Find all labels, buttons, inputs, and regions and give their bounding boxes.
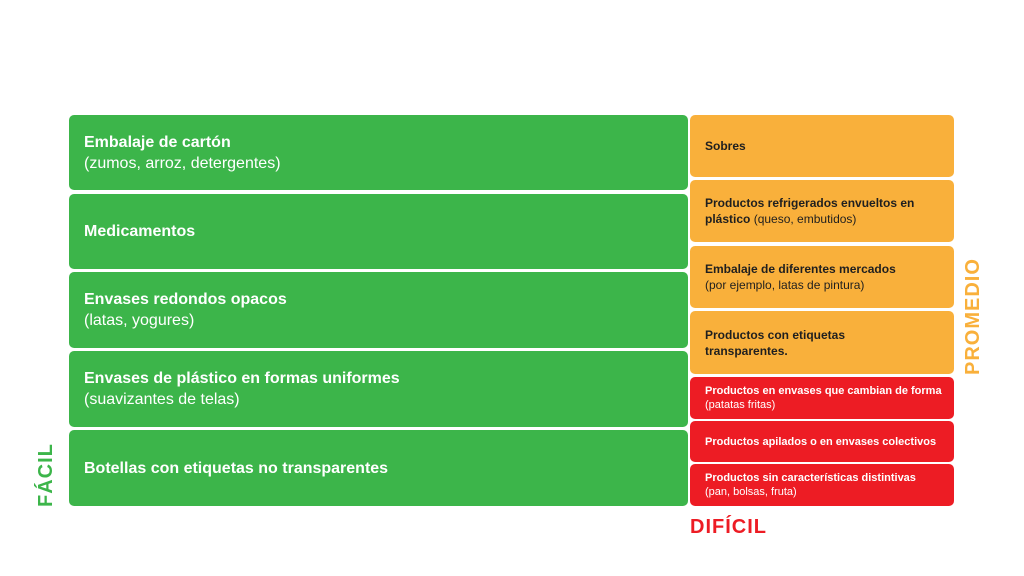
easy-item-bottles <box>69 430 688 506</box>
average-item-markets <box>690 246 954 308</box>
easy-item-round-containers <box>69 272 688 348</box>
hard-item-rest: (pan, bolsas, fruta) <box>705 486 797 498</box>
average-item-rest: (queso, embutidos) <box>750 212 857 226</box>
easy-item-title: Envases redondos opacos <box>84 291 287 308</box>
average-item-text <box>705 195 944 227</box>
easy-item-cardboard <box>69 115 688 190</box>
hard-item-text <box>705 384 944 412</box>
average-item-bold: Sobres <box>705 139 746 153</box>
hard-item-stacked <box>690 421 954 462</box>
hard-item-bold: Productos en envases que cambian de forma <box>705 385 942 397</box>
easy-item-title: Medicamentos <box>84 223 196 240</box>
easy-item-plastic-containers <box>69 351 688 427</box>
easy-item-medicines <box>69 194 688 269</box>
easy-item-title: Embalaje de cartón <box>84 133 231 151</box>
easy-item-title: Envases de plástico en formas uniformes <box>84 370 400 387</box>
easy-item-subtitle: (zumos, arroz, detergentes) <box>84 154 281 172</box>
average-item-text <box>705 138 746 154</box>
easy-label: FÁCIL <box>35 443 57 507</box>
average-item-refrigerated <box>690 180 954 242</box>
average-item-text <box>705 261 896 293</box>
average-item-bold: Productos con etiquetas transparentes. <box>705 327 846 358</box>
average-item-rest: (por ejemplo, latas de pintura) <box>705 278 865 292</box>
average-item-text <box>705 327 944 359</box>
easy-item-subtitle: (latas, yogures) <box>84 312 195 329</box>
easy-item-title: Botellas con etiquetas no transparentes <box>84 459 389 477</box>
average-item-bold: Embalaje de diferentes mercados <box>705 262 896 276</box>
hard-item-rest: (patatas fritas) <box>705 399 776 411</box>
hard-item-text <box>705 471 916 499</box>
hard-item-bold: Productos sin características distintivas <box>705 472 916 484</box>
average-item-transparent-labels <box>690 311 954 374</box>
hard-label: DIFÍCIL <box>690 516 767 538</box>
hard-item-bold: Productos apilados o en envases colectivos <box>705 435 937 448</box>
average-item-bold: Productos refrigerados envueltos en plástico <box>705 196 915 226</box>
average-item-sachets <box>690 115 954 177</box>
average-label: PROMEDIO <box>962 258 984 375</box>
hard-item-text <box>705 435 936 449</box>
easy-item-subtitle: (suavizantes de telas) <box>84 391 240 408</box>
hard-item-no-distinctive <box>690 464 954 506</box>
hard-item-shape-changing <box>690 377 954 419</box>
